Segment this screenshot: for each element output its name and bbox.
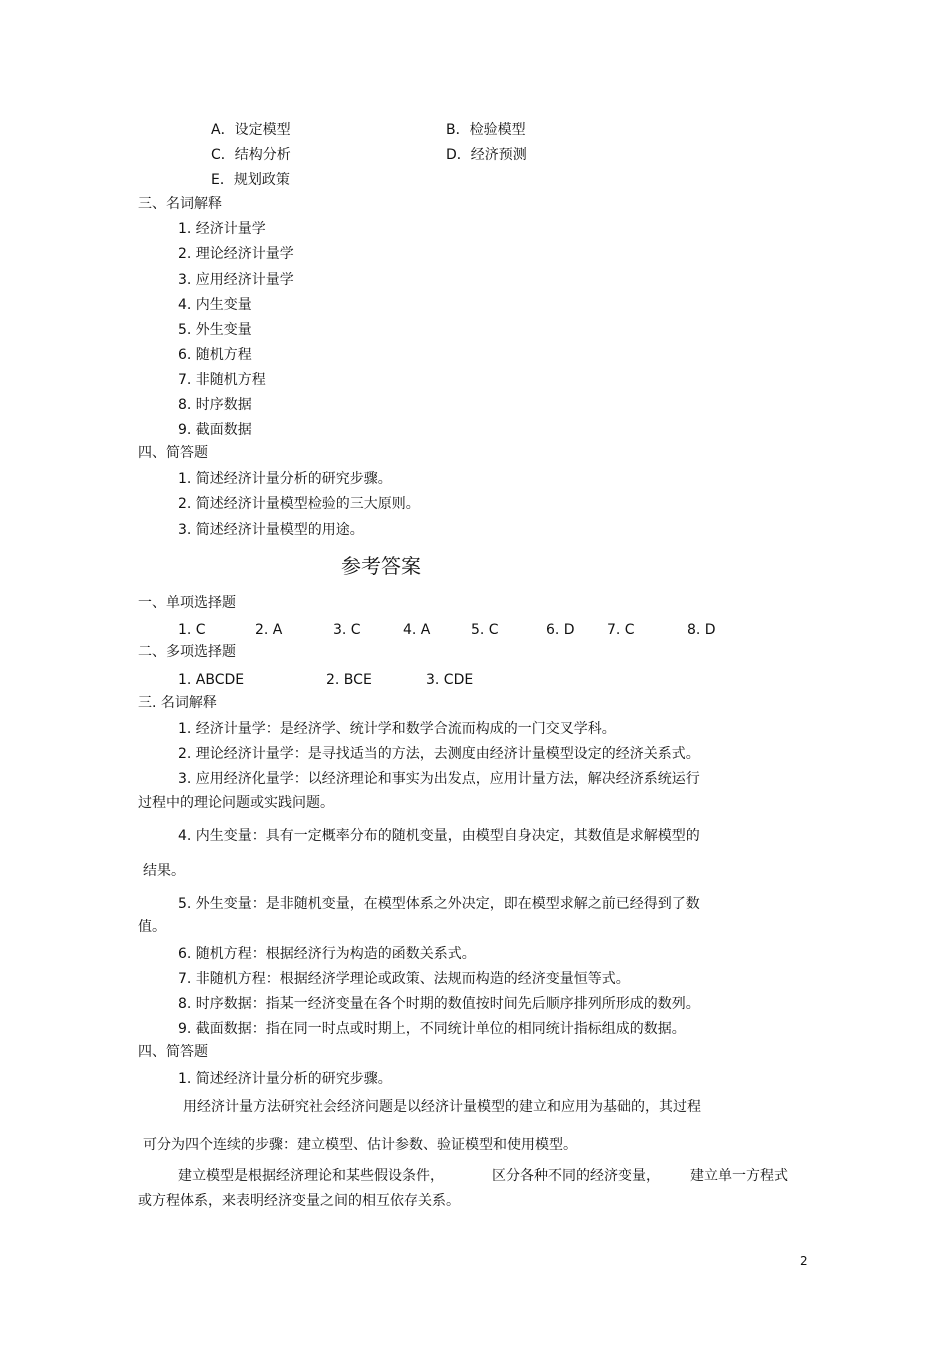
term-answer-line: 7. 非随机方程：根据经济学理论或政策、法规而构造的经济变量恒等式。 xyxy=(178,971,630,987)
terms-answer-heading: 三. 名词解释 xyxy=(138,695,217,711)
term-item: 1. 经济计量学 xyxy=(178,221,266,237)
term-answer-line: 8. 时序数据：指某一经济变量在各个时期的数值按时间先后顺序排列所形成的数列。 xyxy=(178,996,700,1012)
term-answer-line: 值。 xyxy=(138,919,166,935)
term-item: 2. 理论经济计量学 xyxy=(178,246,294,262)
term-item: 9. 截面数据 xyxy=(178,422,252,438)
short-answer-question: 1. 简述经济计量分析的研究步骤。 xyxy=(178,1071,392,1087)
answer-paragraph-line: 用经济计量方法研究社会经济问题是以经济计量模型的建立和应用为基础的，其过程 xyxy=(183,1099,701,1115)
answer-paragraph-segment: 区分各种不同的经济变量， xyxy=(492,1168,660,1184)
term-answer-line: 结果。 xyxy=(143,863,185,879)
option-c: C．结构分析 xyxy=(211,147,291,163)
multi-answer: 3. CDE xyxy=(426,672,474,688)
option-e: E．规划政策 xyxy=(211,172,290,188)
single-answer: 4. A xyxy=(403,622,431,638)
term-answer-line: 6. 随机方程：根据经济行为构造的函数关系式。 xyxy=(178,946,476,962)
term-item: 3. 应用经济计量学 xyxy=(178,272,294,288)
section3-heading: 三、名词解释 xyxy=(138,196,222,212)
option-a: A．设定模型 xyxy=(211,122,291,138)
term-answer-line: 9. 截面数据：指在同一时点或时期上，不同统计单位的相同统计指标组成的数据。 xyxy=(178,1021,686,1037)
multi-choice-heading: 二、多项选择题 xyxy=(138,644,236,660)
question-item: 1. 简述经济计量分析的研究步骤。 xyxy=(178,471,392,487)
answer-paragraph-line: 或方程体系，来表明经济变量之间的相互依存关系。 xyxy=(138,1193,460,1209)
answer-paragraph-line: 可分为四个连续的步骤：建立模型、估计参数、验证模型和使用模型。 xyxy=(143,1137,577,1153)
single-choice-heading: 一、单项选择题 xyxy=(138,595,236,611)
single-answer: 2. A xyxy=(255,622,283,638)
page-number: 2 xyxy=(800,1254,808,1268)
term-answer-line: 4. 内生变量：具有一定概率分布的随机变量，由模型自身决定，其数值是求解模型的 xyxy=(178,828,700,844)
option-b: B．检验模型 xyxy=(446,122,526,138)
single-answer: 6. D xyxy=(546,622,575,638)
answers-title: 参考答案 xyxy=(341,554,421,578)
question-item: 3. 简述经济计量模型的用途。 xyxy=(178,522,364,538)
single-answer: 8. D xyxy=(687,622,716,638)
term-item: 4. 内生变量 xyxy=(178,297,252,313)
question-item: 2. 简述经济计量模型检验的三大原则。 xyxy=(178,496,420,512)
single-answer: 1. C xyxy=(178,622,206,638)
term-item: 8. 时序数据 xyxy=(178,397,252,413)
answer-paragraph-segment: 建立单一方程式 xyxy=(690,1168,788,1184)
term-answer-line: 5. 外生变量：是非随机变量，在模型体系之外决定，即在模型求解之前已经得到了数 xyxy=(178,896,700,912)
multi-answer: 1. ABCDE xyxy=(178,672,245,688)
term-item: 6. 随机方程 xyxy=(178,347,252,363)
single-answer: 3. C xyxy=(333,622,361,638)
answer-paragraph-segment: 建立模型是根据经济理论和某些假设条件， xyxy=(178,1168,444,1184)
section4-heading: 四、简答题 xyxy=(138,445,208,461)
term-answer-line: 3. 应用经济化量学：以经济理论和事实为出发点，应用计量方法，解决经济系统运行 xyxy=(178,771,700,787)
short-answer-heading: 四、简答题 xyxy=(138,1044,208,1060)
term-answer-line: 1. 经济计量学：是经济学、统计学和数学合流而构成的一门交叉学科。 xyxy=(178,721,616,737)
term-item: 7. 非随机方程 xyxy=(178,372,266,388)
term-item: 5. 外生变量 xyxy=(178,322,252,338)
term-answer-line: 过程中的理论问题或实践问题。 xyxy=(138,795,334,811)
term-answer-line: 2. 理论经济计量学：是寻找适当的方法，去测度由经济计量模型设定的经济关系式。 xyxy=(178,746,700,762)
single-answer: 7. C xyxy=(607,622,635,638)
option-d: D．经济预测 xyxy=(446,147,527,163)
multi-answer: 2. BCE xyxy=(326,672,372,688)
single-answer: 5. C xyxy=(471,622,499,638)
